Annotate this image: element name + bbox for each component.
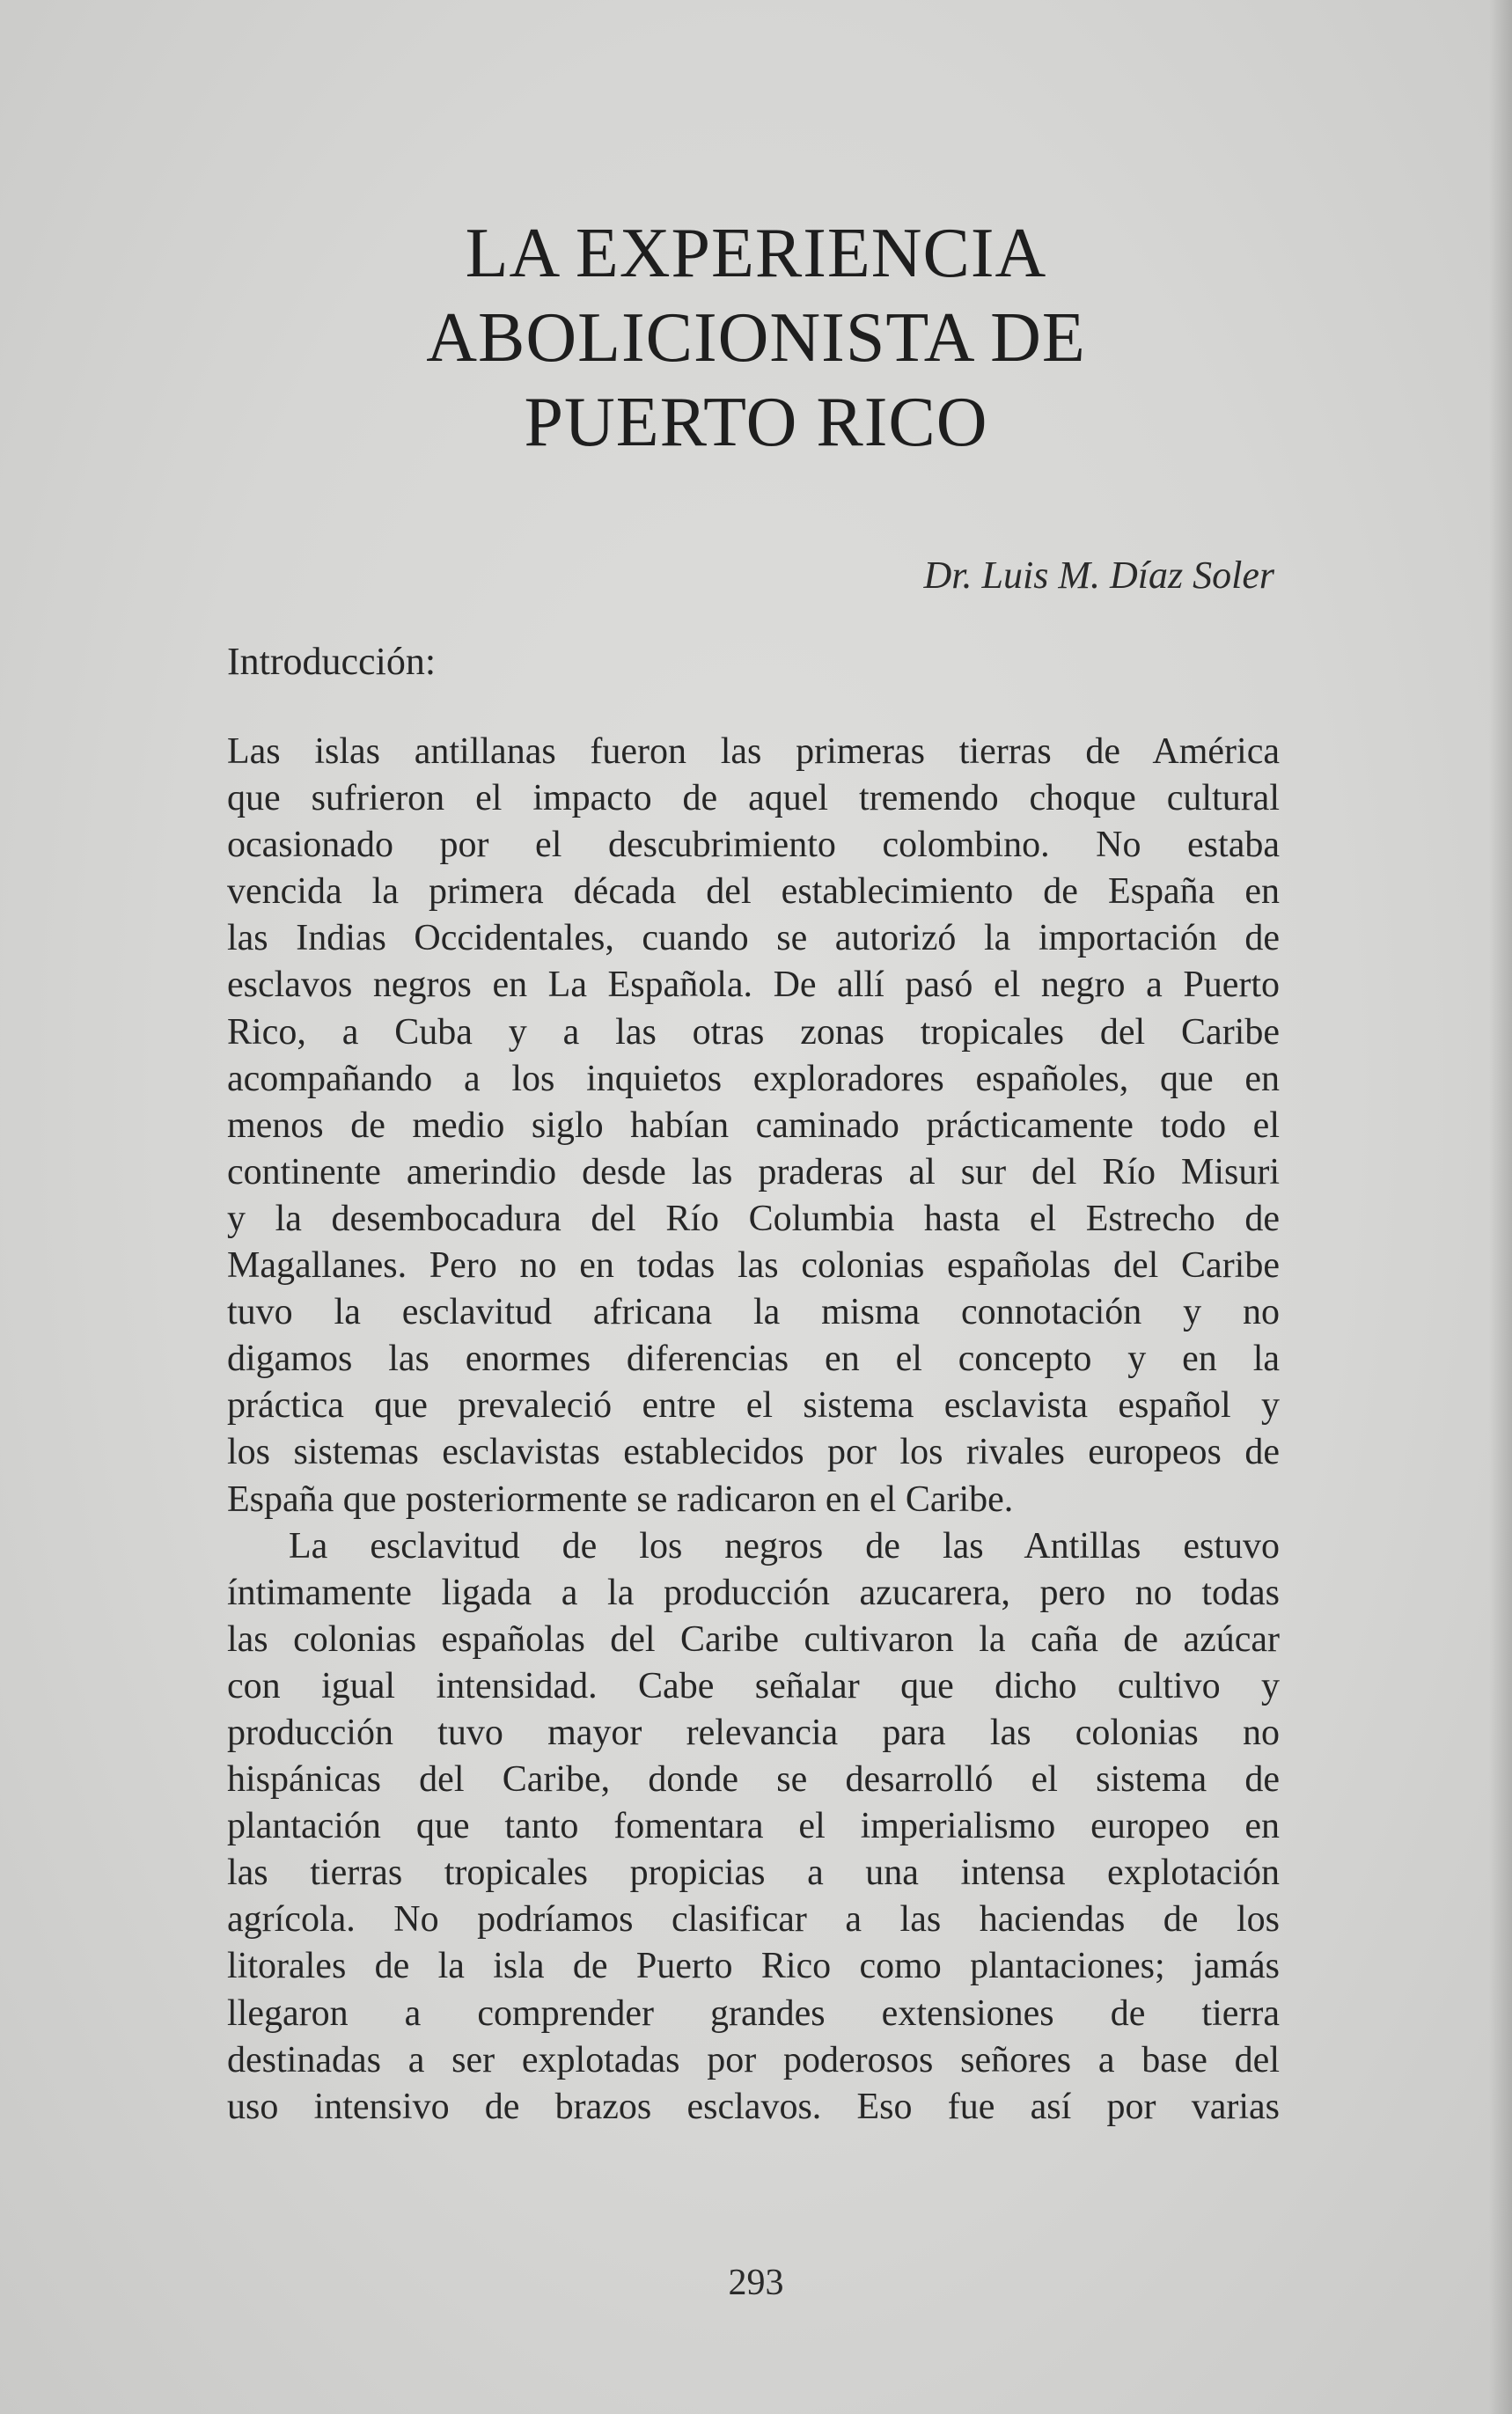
text-line: agrícola. No podríamos clasificar a las haciendas de los (227, 1899, 1280, 1941)
text-line: esclavos negros en La Española. De allí pasó el negro a Puerto (227, 965, 1280, 1006)
text-line: las tierras tropicales propicias a una intensa explotación (227, 1853, 1280, 1894)
page-number: 293 (728, 2263, 784, 2303)
text-line: que sufrieron el impacto de aquel tremendo choque cultural (227, 778, 1280, 819)
text-line: las Indias Occidentales, cuando se autorizó la importación de (227, 918, 1280, 959)
text-line: continente amerindio desde las praderas al sur del Río Misuri (227, 1151, 1280, 1192)
text-line: España que posteriormente se radicaron en el Caribe. (227, 1478, 1014, 1520)
text-line: ocasionado por el descubrimiento colombino. No estaba (227, 825, 1280, 866)
text-line: práctica que prevaleció entre el sistema esclavista español y (227, 1385, 1280, 1427)
text-line: llegaron a comprender grandes extensiones de tierra (227, 1992, 1280, 2034)
text-line: litorales de la isla de Puerto Rico como plantaciones; jamás (227, 1946, 1280, 1987)
title-line-3: PUERTO RICO (524, 384, 988, 461)
text-line: La esclavitud de los negros de las Antillas estuvo (289, 1525, 1280, 1567)
body-text (227, 729, 1280, 2131)
text-line: los sistemas esclavistas establecidos por los rivales europeos de (227, 1432, 1280, 1473)
text-line: digamos las enormes diferencias en el concepto y en la (227, 1339, 1280, 1380)
text-line: y la desembocadura del Río Columbia hasta el Estrecho de (227, 1198, 1280, 1239)
text-line: Magallanes. Pero no en todas las colonias españolas del Caribe (227, 1245, 1280, 1287)
title-line-1: LA EXPERIENCIA (465, 215, 1047, 292)
text-line: producción tuvo mayor relevancia para las colonias no (227, 1712, 1280, 1753)
text-line: plantación que tanto fomentara el imperialismo europeo en (227, 1806, 1280, 1847)
text-line: Rico, a Cuba y a las otras zonas tropicales del Caribe (227, 1011, 1280, 1053)
text-line: uso intensivo de brazos esclavos. Eso fue así por varias (227, 2086, 1280, 2127)
text-line: Las islas antillanas fueron las primeras tierras de América (227, 731, 1280, 772)
text-line: destinadas a ser explotadas por poderosos señores a base del (227, 2039, 1280, 2080)
text-line: tuvo la esclavitud africana la misma connotación y no (227, 1292, 1280, 1333)
text-line: con igual intensidad. Cabe señalar que dicho cultivo y (227, 1665, 1280, 1706)
text-line: las colonias españolas del Caribe cultivaron la caña de azúcar (227, 1618, 1280, 1660)
section-heading: Introducción: (227, 640, 437, 683)
author-byline: Dr. Luis M. Díaz Soler (923, 554, 1274, 597)
text-line: acompañando a los inquietos exploradores españoles, que en (227, 1058, 1280, 1099)
title-line-2: ABOLICIONISTA DE (426, 299, 1086, 377)
text-line: íntimamente ligada a la producción azucarera, pero no todas (227, 1572, 1280, 1613)
text-line: menos de medio siglo habían caminado prácticamente todo el (227, 1104, 1280, 1146)
article-title (0, 211, 1512, 465)
text-line: vencida la primera década del establecimiento de España en (227, 871, 1280, 913)
text-line: hispánicas del Caribe, donde se desarrolló el sistema de (227, 1759, 1280, 1801)
